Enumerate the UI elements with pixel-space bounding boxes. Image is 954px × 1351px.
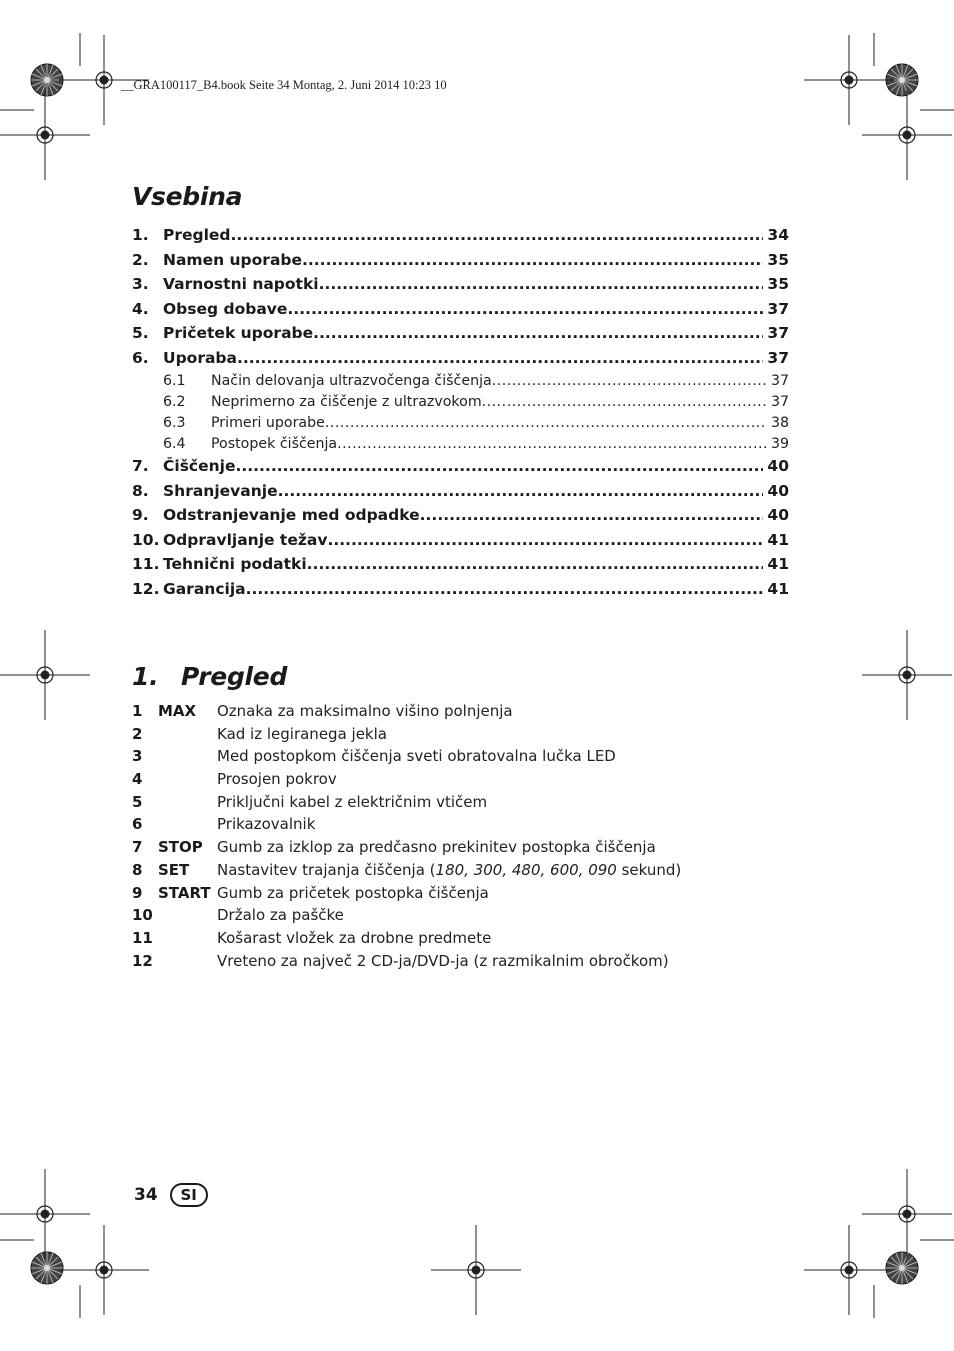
toc-leader-dots: [287, 300, 763, 318]
part-description: Oznaka za maksimalno višino polnjenja: [217, 702, 513, 720]
toc-leader-dots: [325, 415, 767, 431]
part-number: 2: [132, 724, 143, 743]
part-description-end: sekund): [616, 860, 682, 879]
toc-leader-dots: [278, 482, 764, 500]
toc-entry-page: 35: [767, 275, 789, 293]
part-description: Med postopkom čiščenja sveti obratovalna lučka LED: [217, 747, 616, 766]
part-description: Prosojen pokrov: [217, 770, 337, 789]
toc-entry-number: 6.4: [163, 436, 186, 452]
toc-entry-label: Obseg dobave: [163, 299, 288, 318]
part-number: 11: [132, 928, 153, 947]
toc-leader-dots: [319, 275, 764, 293]
part-list-item: [132, 725, 832, 748]
part-number: 8: [132, 860, 143, 879]
toc-entry-label: Namen uporabe: [163, 250, 303, 269]
toc-entry-label: Pričetek uporabe: [163, 324, 314, 342]
part-description: Priključni kabel z električnim vtičem: [217, 792, 488, 811]
toc-entry[interactable]: [132, 482, 789, 507]
toc-leader-dots: [246, 580, 764, 598]
part-list-item: [132, 747, 832, 770]
toc-entry-number: 1.: [132, 226, 149, 244]
part-key-label: MAX: [158, 702, 197, 720]
toc-entry-page: 40: [767, 506, 789, 524]
toc-leader-dots: [492, 373, 767, 389]
part-description: Prikazovalnik: [217, 815, 316, 834]
toc-entry-page: 35: [767, 250, 789, 269]
toc-entry-number: 2.: [132, 250, 149, 269]
part-list-item: [132, 952, 832, 975]
toc-subentry[interactable]: [132, 373, 789, 394]
part-list-item: [132, 815, 832, 838]
toc-entry-page: 41: [767, 530, 789, 549]
part-list-item: [132, 906, 832, 929]
toc-entry-number: 3.: [132, 275, 149, 293]
toc-entry-number: 9.: [132, 506, 149, 524]
toc-entry-page: 37: [767, 348, 789, 367]
toc-entry-page: 40: [767, 481, 789, 500]
toc-subentry[interactable]: [132, 394, 789, 415]
toc-entry[interactable]: [132, 580, 789, 605]
toc-title: Vsebina: [132, 182, 243, 211]
toc-entry-label: Pregled: [163, 226, 231, 244]
part-number: 4: [132, 770, 143, 789]
toc-entry-page: 34: [767, 226, 789, 244]
part-number: 6: [132, 815, 143, 834]
toc-leader-dots: [231, 226, 764, 244]
toc-entry-number: 12.: [132, 579, 160, 598]
toc-entry-label: Čiščenje: [163, 457, 236, 475]
part-description: Kad iz legiranega jekla: [217, 724, 387, 743]
toc-entry-label: Postopek čiščenja: [211, 436, 338, 452]
toc-entry-number: 6.2: [163, 394, 186, 410]
part-description: Gumb za izklop za predčasno prekinitev postopka čiščenja: [217, 838, 656, 857]
part-list-item: [132, 838, 832, 861]
toc-entry-page: 37: [770, 394, 789, 410]
section-number: 1.: [132, 662, 159, 691]
part-description: Nastavitev trajanja čiščenja (: [217, 860, 436, 879]
toc-entry-number: 11.: [132, 555, 160, 573]
toc-leader-dots: [307, 555, 764, 573]
part-number: 3: [132, 747, 143, 766]
toc-entry-page: 41: [767, 555, 789, 573]
part-description-italic: 180, 300, 480, 600, 090: [435, 860, 617, 879]
part-key-label: START: [158, 883, 211, 902]
toc-entry-label: Odpravljanje težav: [163, 530, 328, 549]
part-number: 5: [132, 792, 143, 811]
toc-entry-number: 6.3: [163, 415, 186, 431]
toc-entry-page: 37: [767, 324, 789, 342]
toc-entry-label: Uporaba: [163, 348, 237, 367]
part-list-item: [132, 884, 832, 907]
toc-entry-page: 38: [770, 415, 789, 431]
toc-subentry[interactable]: [132, 415, 789, 436]
toc-entry-page: 37: [767, 299, 789, 318]
toc-entry-label: Varnostni napotki: [163, 275, 319, 293]
toc-entry[interactable]: [132, 251, 789, 276]
toc-entry-number: 10.: [132, 530, 160, 549]
toc-leader-dots: [482, 394, 767, 410]
section-title-text: Pregled: [181, 662, 288, 691]
toc-entry-number: 7.: [132, 457, 149, 475]
part-list-item: [132, 770, 832, 793]
toc-leader-dots: [313, 324, 763, 342]
toc-entry-number: 6.: [132, 348, 149, 367]
part-list-item: [132, 702, 832, 725]
toc-entry[interactable]: [132, 457, 789, 482]
part-key-label: SET: [158, 860, 190, 879]
part-number: 7: [132, 838, 143, 857]
part-description: Vreteno za največ 2 CD-ja/DVD-ja (z razmikalnim obročkom): [217, 951, 669, 970]
toc-entry-label: Garancija: [163, 579, 246, 598]
toc-entry-number: 4.: [132, 299, 149, 318]
language-badge: SI: [170, 1183, 208, 1207]
part-description: Košarast vložek za drobne predmete: [217, 928, 492, 947]
toc-leader-dots: [327, 531, 763, 549]
part-description: Gumb za pričetek postopka čiščenja: [217, 883, 489, 902]
toc-entry-number: 6.1: [163, 373, 186, 389]
toc-entry[interactable]: [132, 300, 789, 325]
page-footer: [134, 1183, 208, 1207]
toc-leader-dots: [237, 349, 763, 367]
part-description: Držalo za paščke: [217, 906, 344, 925]
toc-entry[interactable]: [132, 324, 789, 349]
toc-entry-page: 37: [770, 373, 789, 389]
toc-entry-number: 5.: [132, 324, 149, 342]
toc-leader-dots: [420, 506, 764, 524]
toc-entry-label: Tehnični podatki: [163, 555, 307, 573]
part-list-item: [132, 861, 832, 884]
toc-leader-dots: [337, 436, 767, 452]
toc-entry[interactable]: [132, 275, 789, 300]
toc-entry-label: Način delovanja ultrazvočenga čiščenja: [211, 373, 492, 389]
toc-entry[interactable]: [132, 506, 789, 531]
part-number: 9: [132, 883, 143, 902]
toc-entry-page: 40: [767, 457, 789, 475]
toc-entry-page: 41: [767, 579, 789, 598]
toc-entry[interactable]: [132, 555, 789, 580]
parts-list: [132, 702, 832, 974]
print-header: __GRA100117_B4.book Seite 34 Montag, 2. Juni 2014 10:23 10: [121, 78, 447, 92]
part-number: 12: [132, 951, 153, 970]
page-number: 34: [134, 1185, 158, 1205]
toc-leader-dots: [235, 457, 763, 475]
part-number: 1: [132, 702, 143, 720]
toc-leader-dots: [302, 251, 763, 269]
toc-entry-page: 39: [770, 436, 789, 452]
toc-entry-label: Neprimerno za čiščenje z ultrazvokom: [211, 394, 482, 410]
toc-entry-number: 8.: [132, 481, 149, 500]
toc-subentry[interactable]: [132, 436, 789, 457]
toc-entry[interactable]: [132, 349, 789, 374]
toc-entry-label: Odstranjevanje med odpadke: [163, 506, 420, 524]
part-list-item: [132, 929, 832, 952]
part-number: 10: [132, 906, 153, 925]
section-title: [132, 662, 287, 691]
toc-entry-label: Primeri uporabe: [211, 415, 325, 431]
part-key-label: STOP: [158, 838, 203, 857]
table-of-contents: [132, 226, 789, 604]
toc-entry-label: Shranjevanje: [163, 481, 278, 500]
toc-entry[interactable]: [132, 531, 789, 556]
toc-entry[interactable]: [132, 226, 789, 251]
part-list-item: [132, 793, 832, 816]
